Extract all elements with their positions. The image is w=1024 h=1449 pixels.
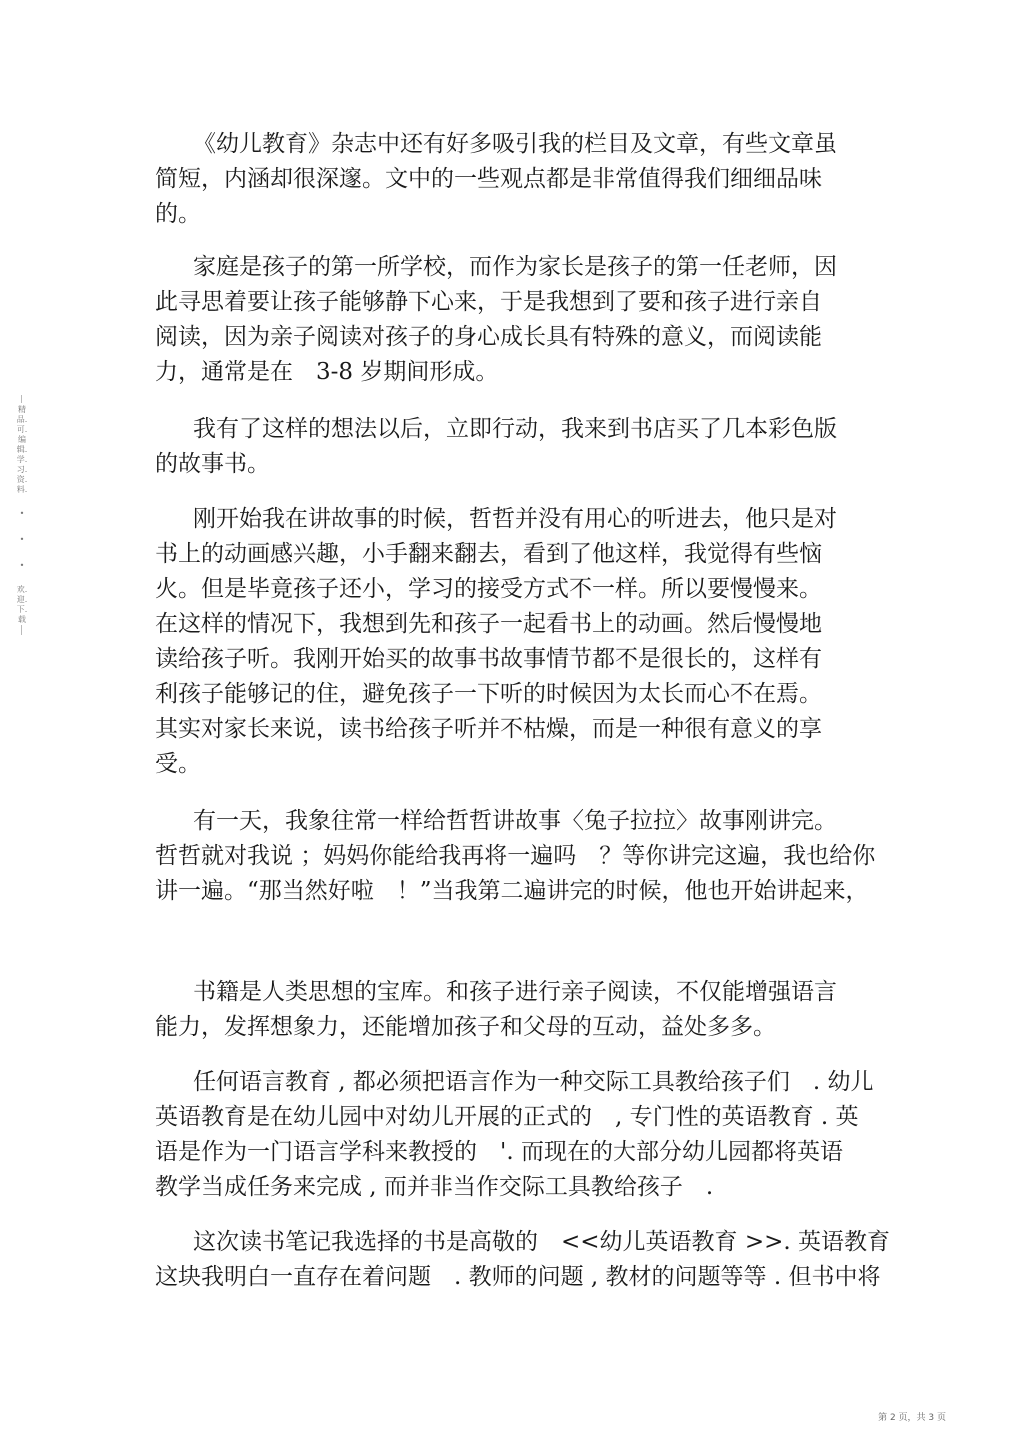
paragraph-line: 此寻思着要让孩子能够静下心来，于是我想到了要和孩子进行亲自 [155,289,822,315]
paragraph-line: 书上的动画感兴趣，小手翻来翻去，看到了他这样，我觉得有些恼 [155,541,822,567]
side-note-bottom: 欢.迎.下.载 [16,585,28,624]
side-note [16,405,28,625]
paragraph-line: 力，通常是在 3-8 岁期间形成。 [155,359,499,385]
paragraph-line: 有一天，我象往常一样给哲哲讲故事〈兔子拉拉〉故事刚讲完。 [193,808,837,834]
paragraph-line: 我有了这样的想法以后，立即行动，我来到书店买了几本彩色版 [193,416,837,442]
paragraph-line: 刚开始我在讲故事的时候，哲哲并没有用心的听进去，他只是对 [193,506,837,532]
paragraph-line: 在这样的情况下，我想到先和孩子一起看书上的动画。然后慢慢地 [155,611,822,637]
paragraph-line: 哲哲就对我说 ；妈妈你能给我再将一遍吗 ？等你讲完这遍，我也给你 [155,843,876,869]
paragraph-line: 火。但是毕竟孩子还小，学习的接受方式不一样。所以要慢慢来。 [155,576,822,602]
side-note-top: 精品.可.编辑.学.习.资.料. [16,405,28,494]
paragraph [155,1225,891,1295]
paragraph-line: 能力，发挥想象力，还能增加孩子和父母的互动，益处多多。 [155,1014,776,1040]
paragraph-line: 家庭是孩子的第一所学校，而作为家长是孩子的第一任老师，因 [193,254,837,280]
paragraph-line: 任何语言教育 , 都必须把语言作为一种交际工具教给孩子们 . 幼儿 [193,1069,874,1095]
paragraph-line: 书籍是人类思想的宝库。和孩子进行亲子阅读，不仅能增强语言 [193,979,837,1005]
paragraph [155,804,875,909]
paragraph-line: 受。 [155,751,201,777]
paragraph [155,127,875,232]
paragraph-line: 语是作为一门语言学科来教授的 '. 而现在的大部分幼儿园都将英语 [155,1139,843,1165]
paragraph-line: 简短，内涵却很深邃。文中的一些观点都是非常值得我们细细品味 [155,166,822,192]
paragraph-line: 阅读，因为亲子阅读对孩子的身心成长具有特殊的意义，而阅读能 [155,324,822,350]
paragraph-line: 英语教育是在幼儿园中对幼儿开展的正式的 , 专门性的英语教育 . 英 [155,1104,859,1130]
paragraph-line: 的故事书。 [155,451,270,477]
paragraph-line: 《幼儿教育》杂志中还有好多吸引我的栏目及文章，有些文章虽 [193,131,837,157]
side-note-dots: • • • [19,509,25,570]
paragraph-line: 其实对家长来说，读书给孩子听并不枯燥，而是一种很有意义的享 [155,716,822,742]
paragraph [155,250,875,390]
paragraph [155,1065,875,1205]
paragraph [155,975,875,1045]
paragraph [155,412,875,482]
paragraph-line: 讲一遍。“那当然好啦 ！”当我第二遍讲完的时候，他也开始讲起来， [155,878,869,904]
side-rule-bottom [21,625,22,635]
paragraph-line: 这次读书笔记我选择的书是高敬的 <<幼儿英语教育 >>. 英语教育 [193,1229,891,1255]
paragraph-line: 读给孩子听。我刚开始买的故事书故事情节都不是很长的，这样有 [155,646,822,672]
paragraph-line: 这块我明白一直存在着问题 . 教师的问题 , 教材的问题等等 . 但书中将 [155,1264,881,1290]
paragraph [155,502,875,782]
paragraph-line: 利孩子能够记的住，避免孩子一下听的时候因为太长而心不在焉。 [155,681,822,707]
paragraph-line: 教学当成任务来完成 , 而并非当作交际工具教给孩子 . [155,1174,714,1200]
side-rule-top [21,395,22,403]
page-number: 第 2 页，共 3 页 [878,1413,946,1423]
paragraph-line: 的。 [155,201,201,227]
